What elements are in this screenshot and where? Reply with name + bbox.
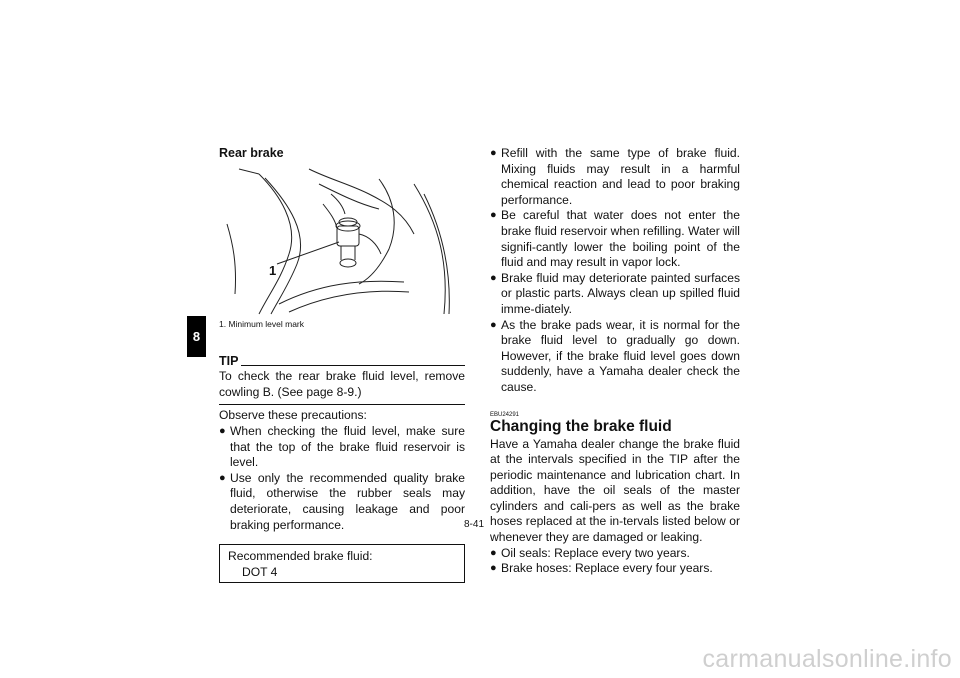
list-item: ● Brake fluid may deteriorate painted surfaces or plastic parts. Always clean up spilled fluid imme-diately. xyxy=(490,270,740,316)
bullet-icon: ● xyxy=(490,209,497,222)
list-item: ● Use only the recommended quality brake fluid, otherwise the rubber seals may deteriorate, causing leakage and poor braking performance. xyxy=(219,470,465,532)
left-column xyxy=(219,146,465,583)
chapter-tab: 8 xyxy=(187,316,206,357)
callout-number: 1 xyxy=(269,262,277,278)
page-number: 8-41 xyxy=(464,519,485,530)
list-item: ● As the brake pads wear, it is normal for the brake fluid level to gradually go down. However, if the brake fluid level goes down suddenly, have a Yamaha dealer check the cause. xyxy=(490,317,740,394)
tip-text: To check the rear brake fluid level, remove cowling B. (See page 8-9.) xyxy=(219,369,465,405)
spec-box xyxy=(219,544,465,583)
bullet-icon: ● xyxy=(490,562,497,575)
tip-label: TIP xyxy=(219,353,239,368)
list-item: ● Oil seals: Replace every two years. xyxy=(490,545,690,560)
bullet-icon: ● xyxy=(490,318,497,331)
figure-caption: 1. Minimum level mark xyxy=(219,318,305,329)
bullet-icon: ● xyxy=(490,271,497,284)
bullet-icon: ● xyxy=(219,471,226,484)
precautions-intro: Observe these precautions: xyxy=(219,408,367,423)
rear-brake-heading: Rear brake xyxy=(219,146,284,160)
brake-reservoir-illustration xyxy=(219,164,465,317)
section-title: Changing the brake fluid xyxy=(490,417,672,435)
bullet-icon: ● xyxy=(219,424,226,437)
rear-brake-figure xyxy=(219,164,465,317)
right-bullet-list xyxy=(490,146,740,396)
list-item: ● When checking the fluid level, make sure that the top of the brake fluid reservoir is level. xyxy=(219,423,465,470)
left-bullet-list xyxy=(219,424,465,533)
list-item: ● Brake hoses: Replace every four years. xyxy=(490,561,713,576)
bullet-icon: ● xyxy=(490,147,497,159)
section-code: EBU24291 xyxy=(490,411,520,418)
spec-label: Recommended brake fluid: xyxy=(228,549,373,564)
tip-rule xyxy=(241,365,465,366)
spec-value: DOT 4 xyxy=(242,564,278,579)
right-column xyxy=(490,146,740,577)
bullet-icon: ● xyxy=(490,546,497,559)
tip-header xyxy=(219,354,465,370)
list-item: ● Be careful that water does not enter the brake fluid reservoir when refilling. Water will signifi-cantly lower the boiling point of the fluid and may result in vapor lock. xyxy=(490,208,740,270)
watermark: carmanualsonline.info xyxy=(702,645,952,673)
section-paragraph: Have a Yamaha dealer change the brake fluid at the intervals specified in the TIP after the periodic maintenance and lubrication chart. In addition, have the oil seals of the master cylinders and cali-pers as well as the brake hoses replaced at the in-tervals listed below or whenever they are damaged or leaking. xyxy=(490,436,740,545)
list-item: ● Refill with the same type of brake fluid. Mixing fluids may result in a harmful chemical reaction and lead to poor braking performance. xyxy=(490,146,740,207)
interval-bullet-list xyxy=(490,546,740,577)
